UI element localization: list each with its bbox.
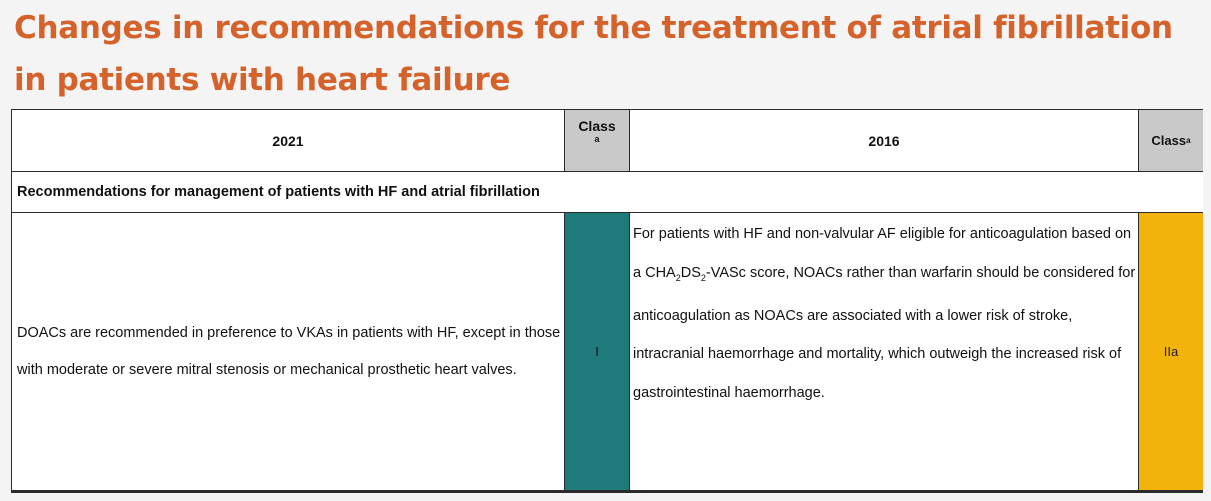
recommendation-2016-text-2: DS bbox=[680, 264, 701, 281]
recommendations-table bbox=[11, 109, 1203, 493]
section-heading: Recommendations for management of patients with HF and atrial fibrillation bbox=[12, 172, 1203, 212]
recommendation-2016-text-1: For patients with HF and non-valvular AF eligible for anticoagulation based on a CHA bbox=[633, 226, 1132, 281]
header-class-marker: a bbox=[594, 134, 600, 144]
header-class-2016 bbox=[1139, 110, 1203, 171]
recommendation-2016 bbox=[630, 213, 1138, 490]
header-class-label-2016: Class bbox=[1151, 133, 1187, 148]
header-2016: 2016 bbox=[630, 110, 1138, 171]
header-class-2021 bbox=[565, 110, 629, 171]
page-title: Changes in recommendations for the treatment of atrial fibrillation in patients with heart failure bbox=[14, 10, 1173, 98]
header-2021: 2021 bbox=[12, 110, 564, 171]
header-class-label: Class bbox=[578, 118, 616, 134]
class-badge-2016: IIa bbox=[1139, 213, 1203, 490]
header-class-marker-2016: a bbox=[1186, 136, 1191, 145]
subscript-2: 2 bbox=[700, 272, 706, 283]
recommendation-2021-text: DOACs are recommended in preference to VKAs in patients with HF, except in those with moderate or severe mitral stenosis or mechanical prosthetic heart valves. bbox=[17, 324, 561, 378]
class-badge-2021: I bbox=[565, 213, 629, 490]
recommendation-2021 bbox=[12, 213, 564, 490]
recommendation-2016-text-3: -VASc score, NOACs rather than warfarin should be considered for anticoagulation as NOACs are associated with a lower risk of stroke, intracranial haemorrhage and mortality, which outweigh the increased risk of gastrointestinal haemorrhage. bbox=[633, 264, 1136, 401]
subscript-1: 2 bbox=[675, 272, 681, 283]
